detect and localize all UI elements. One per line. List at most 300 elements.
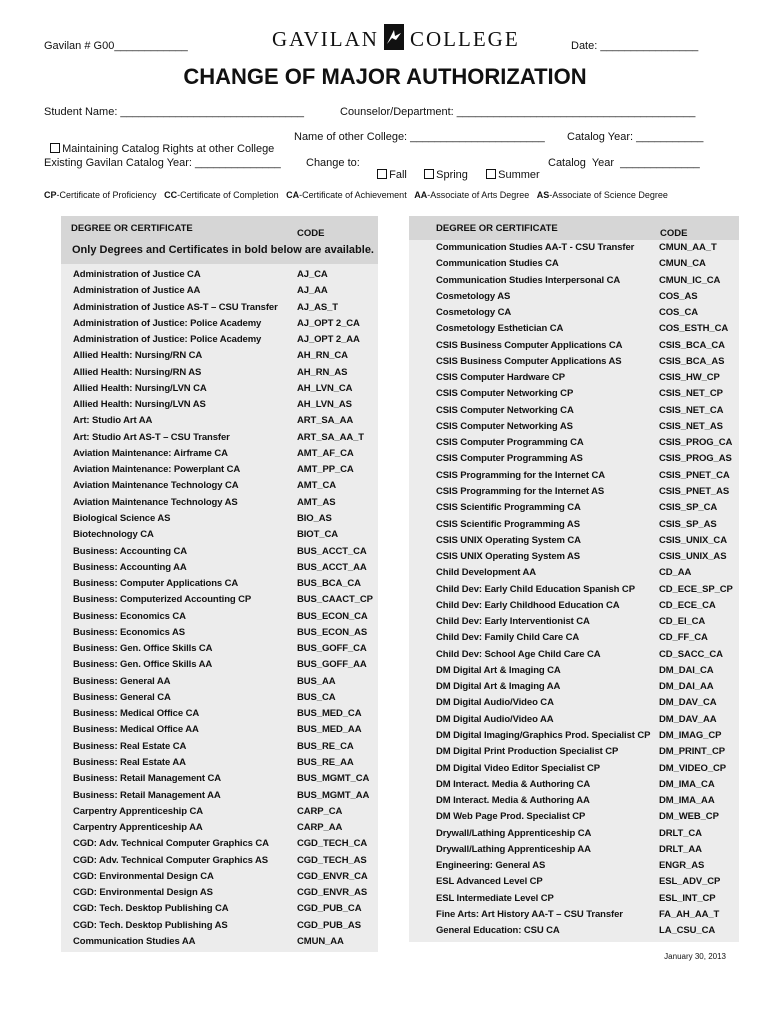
existing-catalog-year-field[interactable]: Existing Gavilan Catalog Year: ______________	[44, 157, 281, 169]
gavilan-college-logo	[272, 22, 520, 56]
program-code: DM_IMA_CA	[659, 778, 715, 790]
availability-note: Only Degrees and Certificates in bold below are available.	[72, 244, 374, 256]
table-row[interactable]	[61, 592, 378, 608]
table-row[interactable]	[61, 609, 378, 625]
table-row[interactable]	[409, 761, 739, 777]
table-row[interactable]	[409, 630, 739, 646]
program-code: CGD_PUB_AS	[297, 919, 361, 931]
program-code: AMT_AS	[297, 496, 336, 508]
table-row[interactable]	[61, 283, 378, 299]
table-row[interactable]	[61, 413, 378, 429]
spring-checkbox[interactable]	[418, 157, 468, 181]
gavilan-id-field[interactable]: Gavilan # G00____________	[44, 40, 188, 52]
program-name: Communication Studies AA-T - CSU Transfer	[436, 242, 635, 253]
program-code: AH_LVN_AS	[297, 399, 352, 411]
checkbox-icon[interactable]	[486, 169, 496, 179]
program-code: AMT_CA	[297, 480, 336, 492]
change-to-label: Change to:	[306, 157, 360, 169]
program-name: Biological Science AS	[73, 512, 171, 524]
student-name-field[interactable]: Student Name: ______________________________	[44, 106, 304, 118]
program-name: Business: Retail Management CA	[73, 773, 221, 785]
program-code: BUS_AA	[297, 675, 336, 687]
program-name: Business: Computerized Accounting CP	[73, 594, 252, 606]
program-code: CGD_PUB_CA	[297, 903, 362, 915]
table-row[interactable]	[61, 544, 378, 560]
date-field[interactable]: Date: ________________	[571, 40, 699, 52]
program-code: CGD_ENVR_CA	[297, 870, 368, 882]
program-code: AJ_CA	[297, 269, 328, 280]
program-code: CARP_AA	[297, 822, 343, 834]
revision-date: January 30, 2013	[664, 952, 726, 961]
table-row[interactable]	[409, 744, 739, 760]
program-code: BUS_ECON_CA	[297, 610, 368, 622]
program-code: CMUN_IC_CA	[659, 274, 721, 286]
program-code: BUS_MED_CA	[297, 708, 362, 720]
program-code: AH_RN_CA	[297, 350, 348, 362]
table-row[interactable]	[409, 533, 739, 549]
program-name: Art: Studio Art AS-T – CSU Transfer	[73, 431, 230, 443]
program-name: Communication Studies CA	[436, 258, 559, 270]
table-row[interactable]	[61, 788, 378, 804]
checkbox-icon[interactable]	[50, 143, 60, 153]
table-row[interactable]	[61, 381, 378, 397]
column-header-degree: DEGREE OR CERTIFICATE	[436, 223, 558, 234]
program-code: DRLT_CA	[659, 827, 702, 839]
program-name: Business: Economics AS	[73, 626, 186, 638]
checkbox-icon[interactable]	[377, 169, 387, 179]
page-title: CHANGE OF MAJOR AUTHORIZATION	[183, 64, 587, 89]
program-name: Administration of Justice CA	[73, 269, 201, 280]
table-row[interactable]	[409, 793, 739, 809]
program-name: DM Web Page Prod. Specialist CP	[436, 811, 586, 823]
program-code: AH_LVN_CA	[297, 382, 353, 394]
program-name: Business: Real Estate CA	[73, 740, 187, 752]
right-table-body	[409, 240, 739, 942]
program-name: CSIS Computer Hardware CP	[436, 372, 565, 384]
table-row[interactable]	[61, 853, 378, 869]
table-row[interactable]	[61, 397, 378, 413]
program-code: ESL_INT_CP	[659, 892, 716, 904]
program-name: Business: Accounting CA	[73, 545, 187, 557]
program-code: BUS_BCA_CA	[297, 578, 361, 590]
legend-text: -Certificate of Proficiency	[56, 190, 157, 200]
program-name: Business: General AA	[73, 675, 171, 687]
legend-abbr: AA	[414, 190, 428, 200]
program-code: CARP_CA	[297, 805, 343, 817]
table-row[interactable]	[409, 484, 739, 500]
program-name: Cosmetology Esthetician CA	[436, 323, 564, 335]
table-row[interactable]	[409, 289, 739, 305]
program-code: CMUN_AA_T	[659, 242, 717, 253]
program-code: CSIS_BCA_AS	[659, 355, 725, 367]
legend-text: -Certificate of Achievement	[299, 190, 407, 200]
table-row[interactable]	[61, 836, 378, 852]
table-row[interactable]	[409, 712, 739, 728]
table-row[interactable]	[61, 820, 378, 836]
program-name: Business: Gen. Office Skills CA	[73, 643, 213, 655]
program-name: Cosmetology AS	[436, 290, 511, 302]
program-name: ESL Intermediate Level CP	[436, 892, 554, 904]
program-code: DM_DAV_CA	[659, 697, 717, 709]
table-row[interactable]	[61, 462, 378, 478]
table-row[interactable]	[61, 674, 378, 690]
table-row[interactable]	[409, 777, 739, 793]
program-code: DM_WEB_CP	[659, 811, 719, 823]
program-code: COS_ESTH_CA	[659, 323, 729, 335]
program-name: CSIS Computer Networking CA	[436, 404, 574, 416]
program-name: Engineering: General AS	[436, 860, 546, 872]
program-name: Aviation Maintenance Technology AS	[73, 496, 238, 508]
program-name: Administration of Justice: Police Academy	[73, 334, 262, 346]
program-code: DRLT_AA	[659, 843, 702, 855]
catalog-year-2-field[interactable]: Catalog Year _____________	[548, 157, 700, 169]
program-name: Communication Studies Interpersonal CA	[436, 274, 621, 286]
table-row[interactable]	[61, 901, 378, 917]
program-code: CMUN_AA	[297, 935, 344, 947]
program-code: BUS_MGMT_CA	[297, 773, 370, 785]
program-name: CSIS Scientific Programming AS	[436, 518, 580, 530]
legend-text: -Certificate of Completion	[177, 190, 279, 200]
program-code: CSIS_UNIX_AS	[659, 551, 727, 563]
legend-abbr: CA	[286, 190, 300, 200]
program-name: DM Interact. Media & Authoring CA	[436, 778, 591, 790]
program-name: Administration of Justice: Police Academy	[73, 317, 262, 329]
left-table-body	[61, 264, 378, 952]
checkbox-icon[interactable]	[424, 169, 434, 179]
table-row[interactable]	[409, 403, 739, 419]
program-name: Business: Real Estate AA	[73, 756, 186, 768]
program-name: Administration of Justice AA	[73, 285, 201, 297]
table-row[interactable]	[61, 560, 378, 576]
program-name: DM Digital Print Production Specialist CP	[436, 746, 619, 758]
program-code: DM_DAV_AA	[659, 713, 717, 725]
program-code: CD_SACC_CA	[659, 648, 723, 660]
table-row[interactable]	[409, 695, 739, 711]
program-code: AMT_PP_CA	[297, 464, 354, 476]
table-row[interactable]	[409, 386, 739, 402]
program-name: CSIS Computer Programming AS	[436, 453, 583, 465]
right-program-table	[409, 216, 739, 942]
fall-checkbox[interactable]	[371, 157, 407, 181]
program-code: ART_SA_AA_T	[297, 431, 364, 443]
program-code: CSIS_SP_CA	[659, 502, 718, 514]
program-name: Aviation Maintenance Technology CA	[73, 480, 239, 492]
program-code: AJ_OPT 2_AA	[297, 334, 360, 346]
program-name: CGD: Environmental Design AS	[73, 887, 213, 899]
program-code: BUS_CAACT_CP	[297, 594, 373, 606]
program-code: CD_ECE_CA	[659, 599, 716, 611]
summer-checkbox[interactable]	[480, 157, 540, 181]
program-name: CSIS Programming for the Internet AS	[436, 485, 605, 497]
program-name: Business: Medical Office AA	[73, 724, 199, 736]
table-row[interactable]	[409, 923, 739, 939]
legend-abbr: CP	[44, 190, 57, 200]
table-row[interactable]	[61, 576, 378, 592]
program-name: Child Dev: Early Interventionist CA	[436, 616, 590, 628]
table-row[interactable]	[409, 907, 739, 923]
table-row[interactable]	[409, 451, 739, 467]
table-row[interactable]	[409, 598, 739, 614]
table-row[interactable]	[61, 446, 378, 462]
logo-emblem-icon	[384, 24, 404, 50]
program-name: Cosmetology CA	[436, 307, 512, 319]
table-row[interactable]	[409, 419, 739, 435]
program-code: AJ_OPT 2_CA	[297, 317, 360, 329]
program-name: CGD: Environmental Design CA	[73, 870, 214, 882]
program-name: DM Interact. Media & Authoring AA	[436, 795, 590, 807]
program-code: BUS_ECON_AS	[297, 626, 368, 638]
program-name: Child Dev: Family Child Care CA	[436, 632, 580, 644]
program-code: CSIS_NET_CA	[659, 404, 724, 416]
program-code: DM_PRINT_CP	[659, 746, 725, 758]
table-row[interactable]	[409, 273, 739, 289]
program-code: DM_IMA_AA	[659, 795, 715, 807]
table-row[interactable]	[409, 647, 739, 663]
program-name: CSIS Computer Programming CA	[436, 437, 584, 449]
program-code: CMUN_CA	[659, 258, 706, 270]
table-row[interactable]	[409, 435, 739, 451]
program-code: COS_AS	[659, 290, 698, 302]
program-name: Business: Retail Management AA	[73, 789, 221, 801]
program-code: CD_FF_CA	[659, 632, 708, 644]
table-row[interactable]	[61, 300, 378, 316]
legend-abbr: CC	[164, 190, 178, 200]
program-code: BIOT_CA	[297, 529, 338, 541]
table-row[interactable]	[409, 679, 739, 695]
table-row[interactable]	[409, 858, 739, 874]
table-row[interactable]	[61, 722, 378, 738]
program-code: AJ_AA	[297, 285, 328, 297]
legend-text: -Associate of Science Degree	[549, 190, 668, 200]
table-row[interactable]	[61, 869, 378, 885]
program-name: General Education: CSU CA	[436, 925, 560, 937]
table-row[interactable]	[409, 549, 739, 565]
program-code: BIO_AS	[297, 512, 332, 524]
program-code: AMT_AF_CA	[297, 447, 354, 459]
program-code: CSIS_NET_CP	[659, 388, 723, 400]
legend-abbr: AS	[536, 190, 550, 200]
program-name: CSIS UNIX Operating System CA	[436, 534, 581, 546]
legend-text: -Associate of Arts Degree	[427, 190, 530, 200]
table-row[interactable]	[409, 338, 739, 354]
table-row[interactable]	[61, 365, 378, 381]
table-row[interactable]	[61, 332, 378, 348]
table-row[interactable]	[61, 739, 378, 755]
catalog-year-field[interactable]: Catalog Year: ___________	[567, 131, 704, 143]
program-code: BUS_RE_AA	[297, 756, 354, 768]
abbreviation-legend	[44, 190, 668, 200]
program-name: Business: General CA	[73, 691, 171, 703]
table-row[interactable]	[409, 240, 739, 256]
spring-label: Spring	[436, 169, 468, 181]
table-row[interactable]	[409, 565, 739, 581]
table-row[interactable]	[409, 663, 739, 679]
program-code: COS_CA	[659, 307, 698, 319]
program-name: Drywall/Lathing Apprenticeship CA	[436, 827, 592, 839]
program-code: BUS_ACCT_AA	[297, 561, 367, 573]
program-name: CSIS Business Computer Applications AS	[436, 355, 622, 367]
program-code: BUS_MGMT_AA	[297, 789, 370, 801]
program-name: Allied Health: Nursing/LVN AS	[73, 399, 206, 411]
program-code: CSIS_PNET_CA	[659, 469, 730, 481]
program-code: ESL_ADV_CP	[659, 876, 721, 888]
maintaining-label: Maintaining Catalog Rights at other College	[62, 143, 275, 155]
table-row[interactable]	[61, 625, 378, 641]
fall-label: Fall	[389, 169, 407, 181]
table-row[interactable]	[409, 826, 739, 842]
table-row[interactable]	[61, 690, 378, 706]
program-name: Child Dev: Early Childhood Education CA	[436, 599, 620, 611]
maintaining-catalog-rights-checkbox[interactable]	[44, 131, 274, 155]
table-row[interactable]	[61, 755, 378, 771]
table-row[interactable]	[409, 728, 739, 744]
program-name: CGD: Tech. Desktop Publishing AS	[73, 919, 228, 931]
table-row[interactable]	[61, 478, 378, 494]
program-name: DM Digital Art & Imaging CA	[436, 664, 561, 676]
program-name: CGD: Adv. Technical Computer Graphics CA	[73, 838, 269, 850]
program-name: Child Dev: School Age Child Care CA	[436, 648, 601, 660]
table-row[interactable]	[61, 934, 378, 950]
program-code: BUS_ACCT_CA	[297, 545, 367, 557]
program-code: BUS_CA	[297, 691, 336, 703]
program-code: BUS_GOFF_AA	[297, 659, 367, 671]
table-row[interactable]	[409, 809, 739, 825]
table-row[interactable]	[409, 517, 739, 533]
table-row[interactable]	[61, 804, 378, 820]
program-code: CSIS_NET_AS	[659, 420, 723, 432]
program-code: FA_AH_AA_T	[659, 908, 720, 920]
program-name: ESL Advanced Level CP	[436, 876, 543, 888]
table-row[interactable]	[409, 500, 739, 516]
program-code: BUS_GOFF_CA	[297, 643, 367, 655]
program-name: DM Digital Video Editor Specialist CP	[436, 762, 600, 774]
program-name: Business: Economics CA	[73, 610, 186, 622]
program-code: CSIS_PROG_CA	[659, 437, 733, 449]
counselor-field[interactable]: Counselor/Department: _______________________________________	[340, 106, 696, 118]
program-name: Carpentry Apprenticeship CA	[73, 805, 203, 817]
program-name: Business: Medical Office CA	[73, 708, 200, 720]
program-name: Business: Computer Applications CA	[73, 578, 239, 590]
program-code: CSIS_BCA_CA	[659, 339, 725, 351]
program-name: CSIS Programming for the Internet CA	[436, 469, 606, 481]
table-row[interactable]	[61, 885, 378, 901]
program-code: CGD_ENVR_AS	[297, 887, 368, 899]
program-code: ART_SA_AA	[297, 415, 354, 427]
program-name: DM Digital Audio/Video CA	[436, 697, 554, 709]
program-code: CD_EI_CA	[659, 616, 706, 628]
program-name: Child Dev: Early Child Education Spanish CP	[436, 583, 635, 595]
logo-text-left: GAVILAN	[272, 27, 379, 51]
program-code: AJ_AS_T	[297, 301, 339, 313]
program-name: Biotechnology CA	[73, 529, 154, 541]
table-row[interactable]	[409, 468, 739, 484]
left-table-header	[61, 216, 378, 264]
table-row[interactable]	[61, 495, 378, 511]
program-name: Business: Accounting AA	[73, 561, 187, 573]
program-code: LA_CSU_CA	[659, 925, 716, 937]
program-code: CSIS_HW_CP	[659, 372, 720, 384]
program-name: Child Development AA	[436, 567, 537, 579]
program-name: Allied Health: Nursing/RN AS	[73, 366, 202, 378]
program-name: CSIS Computer Networking AS	[436, 420, 573, 432]
table-row[interactable]	[61, 430, 378, 446]
table-row[interactable]	[409, 582, 739, 598]
table-row[interactable]	[409, 370, 739, 386]
logo-text-right: COLLEGE	[410, 27, 520, 51]
program-name: DM Digital Imaging/Graphics Prod. Specialist CP	[436, 729, 651, 741]
table-row[interactable]	[61, 657, 378, 673]
program-name: Allied Health: Nursing/RN CA	[73, 350, 203, 362]
table-row[interactable]	[409, 891, 739, 907]
program-name: CGD: Tech. Desktop Publishing CA	[73, 903, 229, 915]
table-row[interactable]	[409, 874, 739, 890]
program-code: CGD_TECH_AS	[297, 854, 367, 866]
program-code: DM_DAI_CA	[659, 664, 714, 676]
program-code: CSIS_PNET_AS	[659, 485, 730, 497]
table-row[interactable]	[409, 354, 739, 370]
program-code: BUS_MED_AA	[297, 724, 362, 736]
program-name: Administration of Justice AS-T – CSU Transfer	[73, 301, 278, 313]
program-code: ENGR_AS	[659, 860, 705, 872]
table-row[interactable]	[409, 842, 739, 858]
program-code: CSIS_PROG_AS	[659, 453, 732, 465]
program-code: CD_ECE_SP_CP	[659, 583, 733, 595]
program-name: CGD: Adv. Technical Computer Graphics AS	[73, 854, 269, 866]
table-row[interactable]	[61, 348, 378, 364]
column-header-degree: DEGREE OR CERTIFICATE	[71, 223, 193, 234]
program-name: Art: Studio Art AA	[73, 415, 153, 427]
program-name: Aviation Maintenance: Powerplant CA	[73, 464, 241, 476]
column-header-code: CODE	[297, 228, 325, 239]
program-code: AH_RN_AS	[297, 366, 348, 378]
program-code: DM_VIDEO_CP	[659, 762, 727, 774]
table-row[interactable]	[61, 316, 378, 332]
column-header-code: CODE	[660, 228, 688, 239]
summer-label: Summer	[498, 169, 540, 181]
table-row[interactable]	[61, 511, 378, 527]
program-code: CSIS_SP_AS	[659, 518, 717, 530]
program-name: Drywall/Lathing Apprenticeship AA	[436, 843, 591, 855]
program-name: DM Digital Art & Imaging AA	[436, 681, 561, 693]
table-row[interactable]	[61, 771, 378, 787]
program-name: CSIS Business Computer Applications CA	[436, 339, 623, 351]
program-name: CSIS UNIX Operating System AS	[436, 551, 581, 563]
program-code: CSIS_UNIX_CA	[659, 534, 727, 546]
table-row[interactable]	[409, 321, 739, 337]
program-name: Business: Gen. Office Skills AA	[73, 659, 213, 671]
program-name: Communication Studies AA	[73, 935, 196, 947]
program-name: Fine Arts: Art History AA-T – CSU Transfer	[436, 908, 623, 920]
right-table-header	[409, 216, 739, 240]
program-name: DM Digital Audio/Video AA	[436, 713, 554, 725]
program-name: Carpentry Apprenticeship AA	[73, 822, 203, 834]
program-code: CGD_TECH_CA	[297, 838, 368, 850]
program-name: Allied Health: Nursing/LVN CA	[73, 382, 207, 394]
table-row[interactable]	[61, 918, 378, 934]
program-name: Aviation Maintenance: Airframe CA	[73, 447, 228, 459]
table-row[interactable]	[409, 256, 739, 272]
table-row[interactable]	[409, 614, 739, 630]
program-code: DM_DAI_AA	[659, 681, 714, 693]
table-row[interactable]	[61, 527, 378, 543]
table-row[interactable]	[409, 305, 739, 321]
left-program-table	[61, 216, 378, 952]
table-row[interactable]	[61, 641, 378, 657]
program-code: CD_AA	[659, 567, 692, 579]
table-row[interactable]	[61, 706, 378, 722]
other-college-field[interactable]: Name of other College: ______________________	[294, 131, 545, 143]
table-row[interactable]	[61, 267, 378, 283]
